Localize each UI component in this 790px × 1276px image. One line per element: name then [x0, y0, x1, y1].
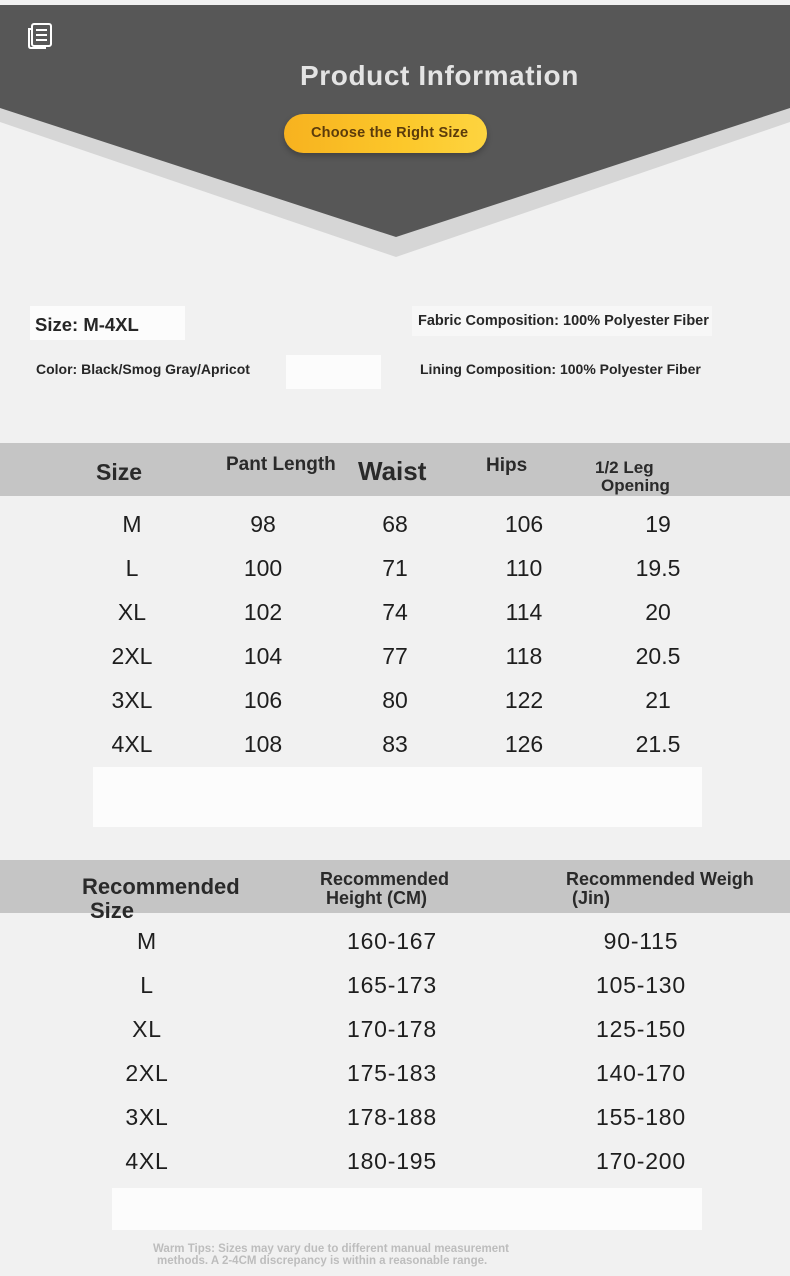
size-table-cell: 104 [243, 643, 283, 669]
recommend-table-cell: 165-173 [346, 972, 437, 998]
recommend-table-cell: 125-150 [595, 1016, 686, 1042]
size-table-cell: 20 [645, 599, 671, 625]
col-header-leg-opening-line1: 1/2 Leg [595, 458, 654, 477]
size-table-cell: 21.5 [635, 731, 681, 757]
size-table-cell: 77 [382, 643, 408, 669]
size-table-cell: 71 [382, 555, 408, 581]
size-table-cell: 3XL [111, 687, 153, 713]
col-header-pant-length: Pant Length [226, 454, 336, 475]
recommend-table-cell: L [140, 972, 154, 998]
recommend-table-cell: 180-195 [346, 1148, 437, 1174]
warm-tips-line-1: Warm Tips: Sizes may vary due to different manual measurement [153, 1243, 509, 1255]
recommend-table-cell: 3XL [125, 1104, 169, 1130]
col-header-size: Size [96, 459, 143, 485]
size-table-cell: 20.5 [635, 643, 681, 669]
lining-composition-text: Lining Composition: 100% Polyester Fiber [420, 361, 701, 377]
col-header-rec-size-line1: Recommended [82, 874, 240, 899]
col-header-rec-height-line2: Height (CM) [326, 888, 427, 908]
size-table-cell: 4XL [111, 731, 153, 757]
size-table-cell: 106 [243, 687, 283, 713]
recommend-table-cell: 178-188 [346, 1104, 437, 1130]
size-table-cell: 80 [382, 687, 408, 713]
col-header-rec-weight-line2: (Jin) [572, 888, 610, 908]
size-table-cell: 83 [382, 731, 408, 757]
recommend-table-cell: 170-200 [595, 1148, 686, 1174]
col-header-hips: Hips [486, 455, 528, 476]
size-table-cell: 102 [243, 599, 283, 625]
size-table-cell: 110 [505, 555, 543, 581]
warm-tips-note [153, 1243, 633, 1267]
col-header-rec-height-line1: Recommended [320, 869, 450, 889]
col-header-rec-weight-line1: Recommended Weigh [566, 869, 754, 889]
recommend-table-cell: 105-130 [595, 972, 686, 998]
fabric-composition-text: Fabric Composition: 100% Polyester Fiber [418, 313, 709, 329]
recommend-table-cell: 170-178 [346, 1016, 437, 1042]
size-table-cell: 126 [504, 731, 544, 757]
recommend-table-cell: 160-167 [346, 928, 437, 954]
size-table-cell: 108 [243, 731, 283, 757]
recommend-table-cell: 155-180 [595, 1104, 686, 1130]
size-table-cell: 118 [505, 643, 543, 669]
size-table-cell: 19 [645, 511, 671, 537]
recommend-table-cell: 175-183 [346, 1060, 437, 1086]
size-table-cell: 106 [504, 511, 544, 537]
size-table-cell: M [122, 511, 142, 537]
size-table-cell: 19.5 [635, 555, 681, 581]
warm-tips-line-2: methods. A 2-4CM discrepancy is within a reasonable range. [157, 1255, 488, 1267]
blank-panel [112, 1188, 702, 1230]
size-table-cell: 2XL [111, 643, 153, 669]
recommend-table-cell: M [137, 928, 157, 954]
col-header-waist: Waist [358, 456, 427, 486]
color-options-text: Color: Black/Smog Gray/Apricot [36, 361, 250, 377]
size-table-cell: 68 [382, 511, 408, 537]
size-table-cell: 98 [250, 511, 276, 537]
choose-size-label: Choose the Right Size [311, 125, 469, 141]
recommend-table-cell: 4XL [125, 1148, 169, 1174]
col-header-leg-opening-line2: Opening [601, 476, 670, 495]
recommend-table-cell: 90-115 [603, 928, 679, 954]
document-list-icon[interactable] [26, 22, 54, 50]
recommend-table-cell: 140-170 [595, 1060, 686, 1086]
size-table-cell: XL [117, 599, 147, 625]
col-header-rec-size-line2: Size [90, 898, 135, 923]
blank-panel [93, 767, 702, 827]
decorative-patch [286, 355, 381, 389]
recommend-table-cell: 2XL [125, 1060, 169, 1086]
size-table-cell: 122 [504, 687, 544, 713]
size-table-cell: 21 [645, 687, 671, 713]
size-range-text: Size: M-4XL [35, 314, 139, 335]
size-table-cell: L [125, 555, 139, 581]
page-title: Product Information [300, 60, 579, 91]
choose-size-button[interactable] [284, 114, 487, 153]
size-table-cell: 74 [382, 599, 408, 625]
size-table-cell: 114 [505, 599, 543, 625]
recommend-table-cell: XL [132, 1016, 162, 1042]
size-table-cell: 100 [243, 555, 283, 581]
